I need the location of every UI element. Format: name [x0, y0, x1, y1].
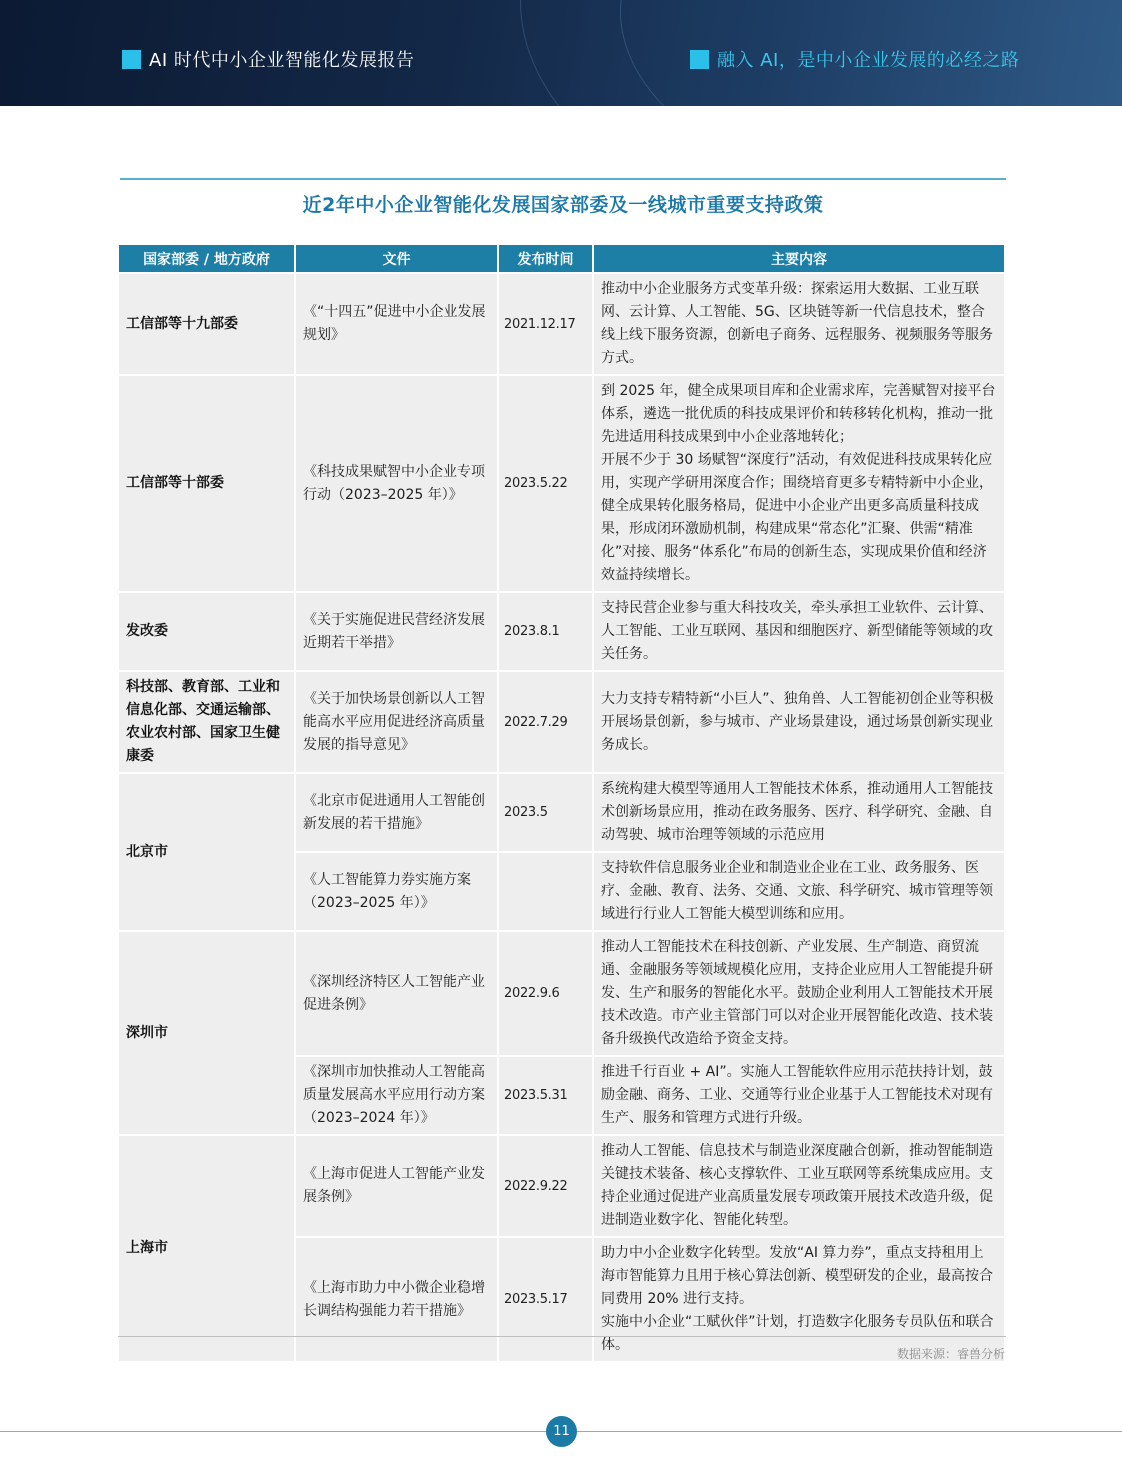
dept-cell: 工信部等十九部委 — [119, 274, 294, 374]
content-text: 支持软件信息服务业企业和制造业企业在工业、政务服务、医疗、金融、教育、法务、交通、文旅、科学研究、城市管理等领域进行行业人工智能大模型训练和应用。 — [601, 860, 993, 922]
table-bottom-divider — [118, 1336, 1006, 1337]
doc-cell: 《北京市促进通用人工智能创新发展的若干措施》 — [296, 774, 497, 851]
doc-cell: 《人工智能算力券实施方案（2023–2025 年）》 — [296, 853, 497, 930]
doc-cell: 《上海市助力中小微企业稳增长调结构强能力若干措施》 — [296, 1238, 497, 1361]
content-text: 大力支持专精特新“小巨人”、独角兽、人工智能初创企业等积极开展场景创新，参与城市、产业场景建设，通过场景创新实现业务成长。 — [601, 690, 994, 753]
dept-cell: 上海市 — [119, 1136, 294, 1361]
date-cell: 2023.5.31 — [499, 1057, 592, 1134]
table-row — [119, 1136, 1004, 1236]
doc-cell: 《“十四五”促进中小企业发展规划》 — [296, 274, 497, 374]
table-title: 近2年中小企业智能化发展国家部委及一线城市重要支持政策 — [302, 194, 824, 216]
dept-cell: 深圳市 — [119, 932, 294, 1134]
content-text: 开展不少于 30 场赋智“深度行”活动，有效促进科技成果转化应用，实现产学研用深度合作；围绕培育更多专精特新中小企业，健全成果转化服务格局，促进中小企业产出更多高质量科技成果，形成闭环激励机制，构建成果“常态化”汇聚、供需“精准化”对接、服务“体系化”布局的创新生态，实现成果价值和经济效益持续增长。 — [601, 452, 993, 583]
dept-cell: 工信部等十部委 — [119, 376, 294, 591]
doc-cell: 《深圳市加快推动人工智能高质量发展高水平应用行动方案（2023–2024 年）》 — [296, 1057, 497, 1134]
content-text: 到 2025 年，健全成果项目库和企业需求库，完善赋智对接平台体系，遴选一批优质的科技成果评价和转移转化机构，推动一批先进适用科技成果到中小企业落地转化； — [601, 383, 996, 445]
section-title — [690, 46, 1019, 72]
content-cell — [594, 274, 1004, 374]
content-cell — [594, 853, 1004, 930]
date-cell: 2022.9.6 — [499, 932, 592, 1055]
content-cell — [594, 672, 1004, 772]
dept-cell: 科技部、教育部、工业和信息化部、交通运输部、农业农村部、国家卫生健康委 — [119, 672, 294, 772]
section-title-text: 融入 AI，是中小企业发展的必经之路 — [717, 50, 1020, 71]
table-row — [119, 932, 1004, 1055]
data-source-note: 数据来源：睿兽分析 — [896, 1347, 1005, 1361]
date-cell: 2021.12.17 — [499, 274, 592, 374]
column-header-dept: 国家部委 / 地方政府 — [119, 245, 294, 272]
date-cell: 2022.9.22 — [499, 1136, 592, 1236]
square-bullet-icon — [690, 50, 709, 69]
report-title-text: AI 时代中小企业智能化发展报告 — [149, 50, 415, 71]
column-header-date: 发布时间 — [499, 245, 592, 272]
date-cell: 2022.7.29 — [499, 672, 592, 772]
doc-cell: 《上海市促进人工智能产业发展条例》 — [296, 1136, 497, 1236]
content-text: 推动人工智能、信息技术与制造业深度融合创新，推动智能制造关键技术装备、核心支撑软件、工业互联网等系统集成应用。支持企业通过促进产业高质量发展专项政策开展技术改造升级，促进制造业数字化、智能化转型。 — [601, 1143, 993, 1228]
column-header-doc: 文件 — [296, 245, 497, 272]
table-row — [119, 672, 1004, 772]
table-row — [119, 593, 1004, 670]
report-title — [122, 46, 414, 72]
content-text: 实施中小企业“工赋伙伴”计划，打造数字化服务专员队伍和联合体。 — [601, 1314, 994, 1353]
content-cell — [594, 932, 1004, 1055]
content-cell — [594, 1238, 1004, 1361]
content-cell — [594, 1057, 1004, 1134]
column-header-content: 主要内容 — [594, 245, 1004, 272]
content-cell — [594, 593, 1004, 670]
doc-cell: 《深圳经济特区人工智能产业促进条例》 — [296, 932, 497, 1055]
content-cell — [594, 376, 1004, 591]
date-cell: 2023.5 — [499, 774, 592, 851]
dept-cell: 发改委 — [119, 593, 294, 670]
date-cell: 2023.5.17 — [499, 1238, 592, 1361]
content-text: 推进千行百业 + AI”。实施人工智能软件应用示范扶持计划，鼓励金融、商务、工业、交通等行业企业基于人工智能技术对现有生产、服务和管理方式进行升级。 — [601, 1064, 993, 1126]
content-cell — [594, 774, 1004, 851]
page-number: 11 — [546, 1416, 577, 1447]
content-text: 支持民营企业参与重大科技攻关，牵头承担工业软件、云计算、人工智能、工业互联网、基因和细胞医疗、新型储能等领域的攻关任务。 — [601, 600, 993, 662]
dept-cell: 北京市 — [119, 774, 294, 930]
table-row — [119, 376, 1004, 591]
square-bullet-icon — [122, 50, 141, 69]
doc-cell: 《关于实施促进民营经济发展近期若干举措》 — [296, 593, 497, 670]
content-text: 系统构建大模型等通用人工智能技术体系，推动通用人工智能技术创新场景应用，推动在政务服务、医疗、科学研究、金融、自动驾驶、城市治理等领域的示范应用 — [601, 781, 993, 843]
content-text: 推动中小企业服务方式变革升级：探索运用大数据、工业互联网、云计算、人工智能、5G、区块链等新一代信息技术，整合线上线下服务资源，创新电子商务、远程服务、视频服务等服务方式。 — [601, 281, 993, 366]
table-row — [119, 774, 1004, 851]
content-text: 推动人工智能技术在科技创新、产业发展、生产制造、商贸流通、金融服务等领域规模化应用，支持企业应用人工智能提升研发、生产和服务的智能化水平。鼓励企业利用人工智能技术开展技术改造。市产业主管部门可以对企业开展智能化改造、技术装备升级换代改造给予资金支持。 — [601, 939, 993, 1047]
date-cell: 2023.5.22 — [499, 376, 592, 591]
table-header-row — [119, 245, 1004, 272]
date-cell — [499, 853, 592, 930]
content-cell — [594, 1136, 1004, 1236]
content-text: 助力中小企业数字化转型。发放“AI 算力券”，重点支持租用上海市智能算力且用于核心算法创新、模型研发的企业，最高按合同费用 20% 进行支持。 — [601, 1245, 993, 1307]
doc-cell: 《科技成果赋智中小企业专项行动（2023–2025 年）》 — [296, 376, 497, 591]
table-row — [119, 274, 1004, 374]
doc-cell: 《关于加快场景创新以人工智能高水平应用促进经济高质量发展的指导意见》 — [296, 672, 497, 772]
policy-table — [117, 243, 1006, 1363]
title-divider — [120, 178, 1006, 180]
page-header — [0, 0, 1122, 106]
date-cell: 2023.8.1 — [499, 593, 592, 670]
